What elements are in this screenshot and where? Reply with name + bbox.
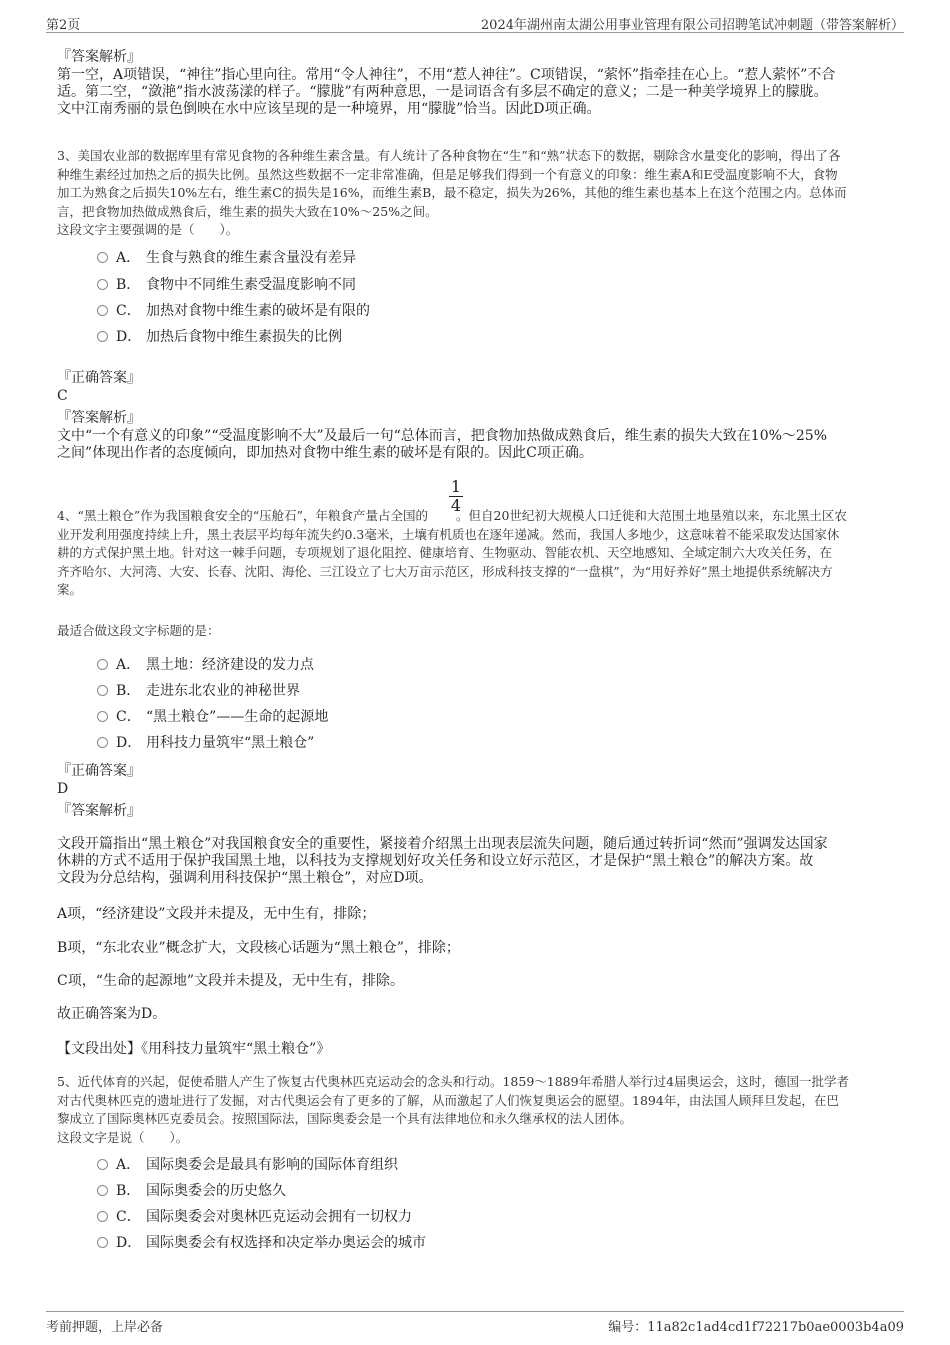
text-line: 种维生素经过加热之后的损失比例。虽然这些数据不一定非常准确，但是足够我们得到一个有意义的印象：维生素A和E受温度影响不大，食物: [57, 166, 838, 182]
q4-analysis-a: A项，“经济建设”文段并未提及，无中生有，排除；: [57, 906, 376, 922]
text-line: 齐齐哈尔、大河湾、大安、长春、沈阳、海伦、三江设立了七大万亩示范区，形成科技支撑的“一盘棋”，为“用好养好”黑土地提供系统解决方: [57, 563, 833, 579]
fraction-denominator: 4: [450, 496, 462, 515]
text-line: 第一空，A项错误，“神往”指心里向往。常用“令人神往”，不用“惹人神往”。C项错误，“萦怀”指牵挂在心上。“惹人萦怀”不合: [57, 67, 836, 83]
q3-stem: [57, 147, 897, 240]
text-line: 文中“一个有意义的印象”“受温度影响不大”及最后一句“总体而言，把食物加热做成熟食后，维生素的损失大致在10%～25%: [57, 428, 828, 444]
text-line: 3、美国农业部的数据库里有常见食物的各种维生素含量。有人统计了各种食物在“生”和“熟”状态下的数据，剔除含水量变化的影响，得出了各: [57, 148, 841, 163]
page-header: [46, 10, 904, 33]
radio-icon[interactable]: [97, 1237, 108, 1248]
text-line: 案。: [57, 582, 83, 597]
text-line: 言，把食物加热做成熟食后，维生素的损失大致在10%～25%之间。: [57, 203, 438, 219]
text-line: 这段文字主要强调的是（ ）。: [57, 222, 239, 237]
radio-icon[interactable]: [97, 711, 108, 722]
q4-answer-label: 『正确答案』: [57, 763, 141, 779]
q4-option-d[interactable]: D． 用科技力量筑牢“黑土粮仓”: [97, 733, 314, 753]
radio-icon[interactable]: [97, 1159, 108, 1170]
q4-option-c[interactable]: C． “黑土粮仓”——生命的起源地: [97, 707, 328, 727]
q3-analysis-label: 『答案解析』: [57, 410, 141, 426]
q3-analysis: [57, 428, 897, 462]
text-line: 4、“黑土粮仓”作为我国粮食安全的“压舱石”，年粮食产量占全国的 。但自20世纪初大规模人口迁徙和大范围土地垦殖以来，东北黑土区农: [57, 508, 847, 523]
footer-slogan: 考前押题，上岸必备: [46, 1320, 164, 1335]
text-line: 耕的方式保护黑土地。针对这一棘手问题，专项规划了退化阻控、健康培育、生物驱动、智能农机、天空地感知、全域定制六大攻关任务，在: [57, 545, 833, 560]
page-number: 第2页: [46, 18, 81, 33]
q3-option-d[interactable]: D． 加热后食物中维生素损失的比例: [97, 327, 342, 347]
q4-question: 最适合做这段文字标题的是：: [57, 623, 220, 638]
page-footer: [46, 1311, 904, 1336]
radio-icon[interactable]: [97, 685, 108, 696]
radio-icon[interactable]: [97, 305, 108, 316]
q5-option-a[interactable]: A． 国际奥委会是最具有影响的国际体育组织: [97, 1155, 398, 1175]
q4-analysis-label: 『答案解析』: [57, 803, 141, 819]
document-title: 2024年湖州南太湖公用事业管理有限公司招聘笔试冲刺题（带答案解析）: [480, 18, 904, 33]
q3-option-c[interactable]: C． 加热对食物中维生素的破坏是有限的: [97, 301, 370, 321]
text-line: 适。第二空，“潋滟”指水波荡漾的样子。“朦胧”有两种意思，一是词语含有多层不确定的意义；二是一种美学境界上的朦胧。: [57, 84, 828, 100]
q4-stem: [57, 507, 897, 600]
q4-option-b[interactable]: B． 走进东北农业的神秘世界: [97, 681, 300, 701]
text-line: 对古代奥林匹克的遗址进行了发掘，对古代奥运会有了更多的了解，从而激起了人们恢复奥运会的愿望。1894年，由法国人顾拜旦发起，在巴: [57, 1092, 839, 1108]
radio-icon[interactable]: [97, 1211, 108, 1222]
text-line: 文段开篇指出“黑土粮仓”对我国粮食安全的重要性，紧接着介绍黑土出现表层流失问题，随后通过转折词“然而”强调发达国家: [57, 836, 828, 852]
q4-analysis: [57, 836, 897, 887]
q5-option-c[interactable]: C． 国际奥委会对奥林匹克运动会拥有一切权力: [97, 1207, 412, 1227]
q4-option-a[interactable]: A． 黑土地：经济建设的发力点: [97, 655, 314, 675]
text-line: 文中江南秀丽的景色倒映在水中应该呈现的是一种境界，用“朦胧”恰当。因此D项正确。: [57, 101, 601, 117]
radio-icon[interactable]: [97, 659, 108, 670]
fraction-numerator: 1: [450, 477, 462, 496]
text-line: 5、近代体育的兴起，促使希腊人产生了恢复古代奥林匹克运动会的念头和行动。1859～1889年希腊人举行过4届奥运会，这时，德国一批学者: [57, 1074, 850, 1089]
radio-icon[interactable]: [97, 252, 108, 263]
text-line: 文段为分总结构，强调利用科技保护“黑土粮仓”，对应D项。: [57, 870, 433, 886]
radio-icon[interactable]: [97, 1185, 108, 1196]
radio-icon[interactable]: [97, 331, 108, 342]
text-line: 这段文字是说（ ）。: [57, 1129, 189, 1145]
q4-conclusion: 故正确答案为D。: [57, 1006, 167, 1022]
text-line: 业开发利用强度持续上升，黑土表层平均每年流失约0.3毫米，土壤有机质也在逐年递减。然而，我国人多地少，这意味着不能采取发达国家休: [57, 526, 840, 542]
q4-answer: D: [57, 781, 69, 797]
q4-source: 【文段出处】《用科技力量筑牢“黑土粮仓”》: [57, 1041, 331, 1057]
radio-icon[interactable]: [97, 279, 108, 290]
q3-option-b[interactable]: B． 食物中不同维生素受温度影响不同: [97, 275, 356, 295]
q2-analysis: [57, 67, 897, 118]
q3-answer: C: [57, 388, 68, 404]
text-line: 黎成立了国际奥林匹克委员会。按照国际法，国际奥委会是一个具有法律地位和永久继承权的法人团体。: [57, 1111, 633, 1126]
text-line: 休耕的方式不适用于保护我国黑土地，以科技为支撑规划好攻关任务和设立好示范区，才是保护“黑土粮仓”的解决方案。故: [57, 853, 814, 869]
text-line: 加工为熟食之后损失10%左右，维生素C的损失是16%，而维生素B，最不稳定，损失为26%，其他的维生素也基本上在这个范围之内。总体而: [57, 185, 847, 200]
q3-option-a[interactable]: A． 生食与熟食的维生素含量没有差异: [97, 248, 356, 268]
q4-analysis-b: B项，“东北农业”概念扩大，文段核心话题为“黑土粮仓”，排除；: [57, 940, 460, 956]
radio-icon[interactable]: [97, 737, 108, 748]
q5-stem: [57, 1073, 897, 1147]
q4-analysis-c: C项，“生命的起源地”文段并未提及，无中生有，排除。: [57, 973, 405, 989]
document-code: 编号：11a82c1ad4cd1f72217b0ae0003b4a09: [608, 1320, 904, 1335]
q3-answer-label: 『正确答案』: [57, 370, 141, 386]
text-line: 之间”体现出作者的态度倾向，即加热对食物中维生素的破坏是有限的。因此C项正确。: [57, 445, 593, 461]
q5-option-d[interactable]: D． 国际奥委会有权选择和决定举办奥运会的城市: [97, 1233, 426, 1253]
q5-option-b[interactable]: B． 国际奥委会的历史悠久: [97, 1181, 286, 1201]
q2-analysis-label: 『答案解析』: [57, 49, 141, 65]
